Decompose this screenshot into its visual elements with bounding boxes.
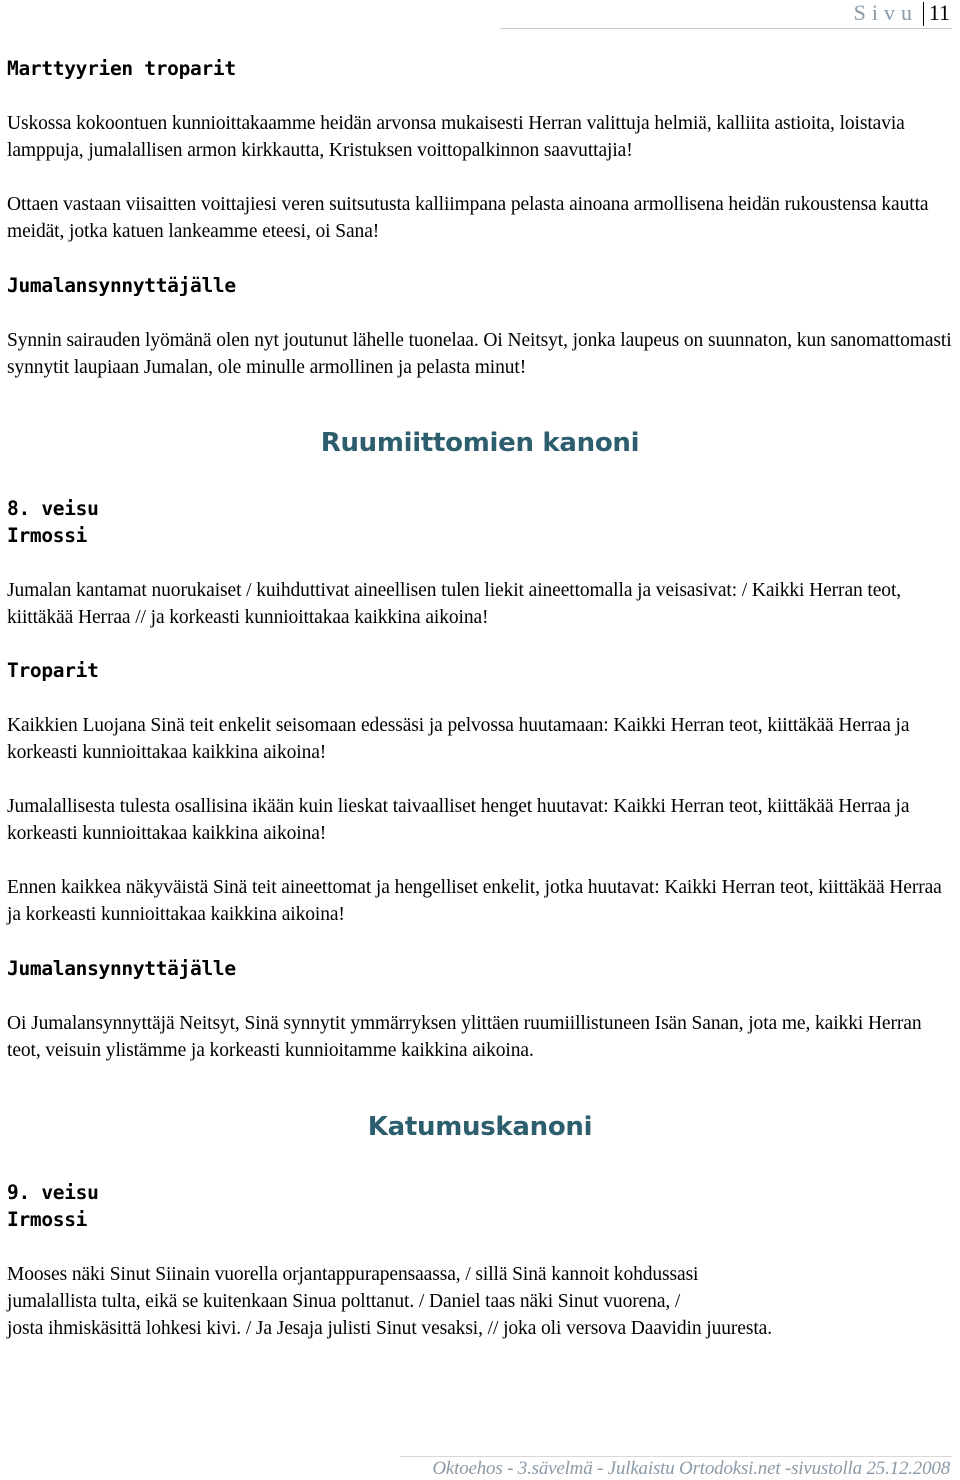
jumalansynnyttajalle-2-heading: Jumalansynnyttäjälle [7,957,236,980]
jumalansynnyttajalle-1-heading-block [7,273,953,299]
irmossi-8-label: Irmossi [7,524,88,547]
katumuskanoni-title: Katumuskanoni [367,1112,593,1142]
irmossi-9-label: Irmossi [7,1208,88,1231]
tropari-3: Ennen kaikkea näkyväistä Sinä teit aineettomat ja hengelliset enkelit, jotka huutavat: Kaikki Herran teot, kiittäkää Herraa ja korkeasti kunnioittakaa kaikkina aikoina! [7,877,942,925]
marttyyrien-section [7,56,953,82]
irmossi-8-text: Jumalan kantamat nuorukaiset / kuihduttivat aineellisen tulen liekit aineettomalla ja veisasivat: / Kaikki Herran teot, kiittäkää Herraa // ja korkeasti kunnioittakaa kaikkina aikoina! [7,580,902,628]
tropari-2-block [7,793,953,847]
ruumiittomien-title: Ruumiittomien kanoni [320,428,640,458]
jumalansynnyttajalle-1-paragraph: Synnin sairauden lyömänä olen nyt joutunut lähelle tuonelaa. Oi Neitsyt, jonka laupeus on suunnaton, kun sanomattomasti synnytit laupiaan Jumalan, ole minulle armollinen ja pelasta minut! [7,330,952,378]
page-header [0,0,960,30]
marttyyrien-paragraph-1: Uskossa kokoontuen kunnioittakaamme heidän arvonsa mukaisesti Herran valittuja helmiä, kalliita astioita, loistavia lamppuja, jumalallisen armon kirkkautta, Kristuksen voittopalkinnon saavuttajia! [7,113,905,161]
irmossi-8-text-block [7,577,953,631]
tropari-2: Jumalallisesta tulesta osallisina ikään kuin lieskat taivaalliset henget huutavat: Kaikki Herran teot, kiittäkää Herraa ja korkeasti kunnioittakaa kaikkina aikoina! [7,796,910,844]
katumuskanoni-veisu-block [7,1180,953,1233]
marttyyrien-paragraph-1-block [7,110,953,164]
footer-rule [400,1456,952,1457]
troparit-heading: Troparit [7,659,99,682]
tropari-1-block [7,712,953,766]
tropari-1: Kaikkien Luojana Sinä teit enkelit seisomaan edessäsi ja pelvossa huutamaan: Kaikki Herran teot, kiittäkää Herraa ja korkeasti kunnioittakaa kaikkina aikoina! [7,715,910,763]
irmossi-9-text-block [7,1261,953,1342]
marttyyrien-paragraph-2-block [7,191,953,245]
marttyyrien-paragraph-2: Ottaen vastaan viisaitten voittajiesi veren suitsutusta kalliimpana pelasta ainoana armollisena heidän rukoustensa kautta meidät, jotka katuen lankeamme eteesi, oi Sana! [7,194,929,242]
page-number: 11 [928,0,950,25]
irmossi-9-line-2: jumalallista tulta, eikä se kuitenkaan Sinua polttanut. / Daniel taas näki Sinut vuorena, / [7,1291,681,1312]
header-separator [923,2,924,26]
marttyyrien-heading: Marttyyrien troparit [7,57,236,80]
irmossi-9-line-3: josta ihmiskäsittä lohkesi kivi. / Ja Jesaja julisti Sinut vesaksi, // joka oli versova Daavidin juuresta. [7,1318,772,1339]
veisu-8-label: 8. veisu [7,497,99,520]
veisu-9-label: 9. veisu [7,1181,99,1204]
jumalansynnyttajalle-2-heading-block [7,956,953,982]
tropari-4: Oi Jumalansynnyttäjä Neitsyt, Sinä synnytit ymmärryksen ylittäen ruumiillistuneen Isän Sanan, jota me, kaikki Herran teot, veisuin ylistämme ja korkeasti kunnioitamme kaikkina aikoina. [7,1013,922,1061]
irmossi-9-line-1: Mooses näki Sinut Siinain vuorella orjantappurapensaassa, / sillä Sinä kannoit kohdussasi [7,1264,699,1285]
tropari-4-block [7,1010,953,1064]
header-rule [500,28,952,29]
page-footer: Oktoehos - 3.sävelmä - Julkaistu Ortodoksi.net -sivustolla 25.12.2008 [432,1458,950,1479]
page-label: Sivu [853,0,918,25]
jumalansynnyttajalle-1-heading: Jumalansynnyttäjälle [7,274,236,297]
troparit-heading-block [7,658,953,684]
tropari-3-block [7,874,953,928]
ruumiittomien-veisu-block [7,496,953,549]
jumalansynnyttajalle-1-paragraph-block [7,327,953,381]
